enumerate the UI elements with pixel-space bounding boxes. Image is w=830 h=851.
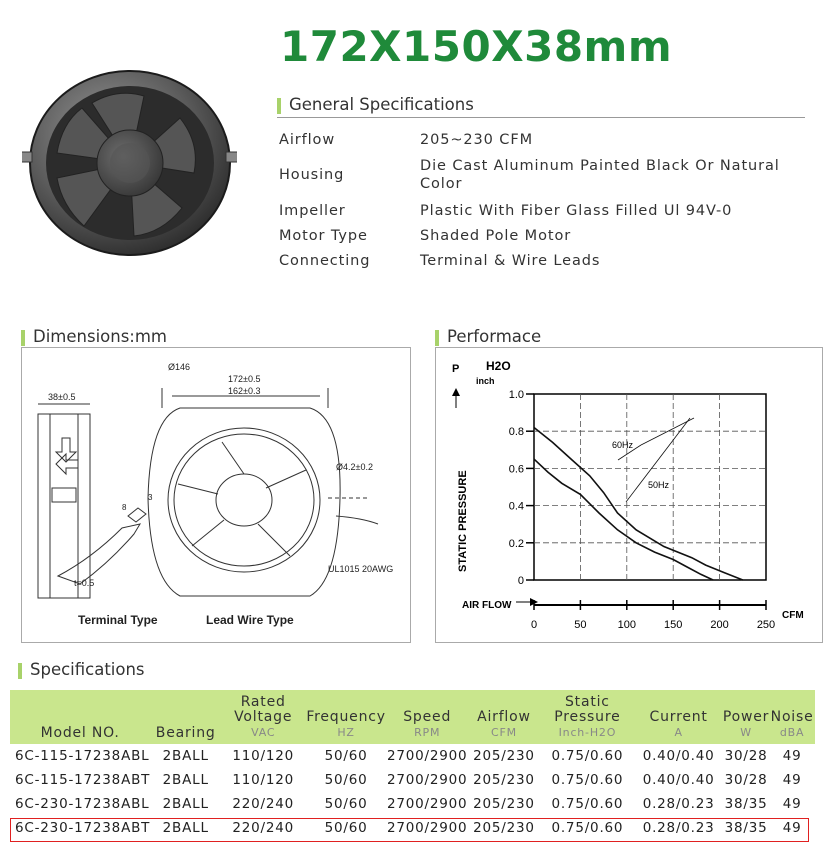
table-cell: 38/35 [724, 820, 768, 836]
series-label-60hz: 60Hz [612, 440, 634, 450]
table-row [10, 768, 815, 792]
table-cell: 205/230 [473, 748, 535, 764]
chart-x-unit: CFM [782, 610, 804, 621]
spec-row-connecting [279, 248, 819, 273]
table-cell: 205/230 [473, 796, 535, 812]
table-cell: 2BALL [162, 748, 209, 764]
table-cell: 49 [782, 772, 802, 788]
col-title: Model NO. [40, 725, 120, 741]
col-static-pressure [540, 690, 634, 744]
dim-inner-width-label: 162±0.3 [228, 386, 261, 396]
table-cell: 50/60 [324, 796, 368, 812]
specifications-table [10, 690, 815, 840]
general-specs-heading: General Specifications [277, 95, 474, 114]
col-airflow [467, 690, 540, 744]
table-header-row [10, 690, 815, 744]
x-tick-label: 200 [710, 619, 729, 631]
dim-terminal-thickness: t=0.5 [74, 578, 95, 588]
spec-value: Plastic With Fiber Glass Filled Ul 94V-0 [420, 202, 733, 219]
col-title: Airflow [477, 709, 531, 725]
col-speed [387, 690, 467, 744]
spec-row-housing [279, 152, 819, 198]
chart-y-arrowhead [452, 388, 460, 396]
table-cell: 0.75/0.60 [551, 796, 624, 812]
spec-label: Motor Type [279, 227, 368, 244]
table-cell: 220/240 [232, 820, 295, 836]
table-cell: 2700/2900 [386, 748, 468, 764]
spec-row-impeller [279, 198, 819, 223]
table-cell: 50/60 [324, 772, 368, 788]
col-unit: VAC [251, 726, 276, 739]
col-title: Frequency [306, 709, 386, 725]
chart-h2o-label: H2O [486, 359, 511, 373]
x-tick-label: 150 [664, 619, 683, 631]
col-noise [769, 690, 815, 744]
table-cell: 6C-230-17238ABL [15, 796, 150, 812]
col-model [10, 690, 150, 744]
table-cell: 205/230 [473, 772, 535, 788]
spec-label: Housing [279, 167, 345, 183]
table-cell: 220/240 [232, 796, 295, 812]
col-bearing [150, 690, 221, 744]
col-unit: Inch-H2O [558, 726, 617, 739]
table-cell: 49 [782, 748, 802, 764]
col-title: Static Pressure [554, 694, 621, 725]
y-tick-label: 0.8 [508, 426, 524, 439]
table-cell: 205/230 [473, 820, 535, 836]
col-frequency [305, 690, 387, 744]
table-cell: 0.75/0.60 [551, 748, 624, 764]
col-power [723, 690, 769, 744]
dim-diameter-label: Ø146 [168, 362, 191, 372]
spec-value: Die Cast Aluminum Painted Black Or Natural Color [420, 158, 780, 192]
table-row [10, 816, 815, 840]
table-cell: 110/120 [232, 772, 295, 788]
performance-chart [436, 348, 822, 642]
chart-inch-label: inch [476, 376, 495, 386]
performance-panel [435, 347, 823, 643]
performance-heading: Performace [435, 327, 541, 346]
col-title: Power [722, 709, 770, 725]
table-cell: 49 [782, 796, 802, 812]
table-cell: 2700/2900 [386, 796, 468, 812]
general-specs-list [279, 128, 819, 273]
x-tick-label: 100 [617, 619, 636, 631]
table-cell: 49 [782, 820, 802, 836]
spec-label: Airflow [279, 132, 336, 148]
table-cell: 2700/2900 [386, 820, 468, 836]
spec-value: 205~230 CFM [420, 132, 533, 148]
general-specs-divider [277, 117, 805, 118]
table-cell: 2BALL [162, 796, 209, 812]
table-cell: 0.75/0.60 [551, 772, 624, 788]
table-cell: 6C-115-17238ABL [15, 748, 150, 764]
table-cell: 2700/2900 [386, 772, 468, 788]
col-unit: dBA [779, 726, 805, 739]
y-tick-label: 0.2 [508, 537, 524, 550]
table-cell: 2BALL [162, 820, 209, 836]
table-cell: 0.40/0.40 [642, 772, 715, 788]
col-title: Bearing [155, 725, 216, 741]
chart-x-axis-title: AIR FLOW [462, 600, 512, 611]
dimensions-panel [21, 347, 411, 643]
spec-row-airflow [279, 128, 819, 152]
y-tick-label: 0.4 [508, 500, 524, 513]
table-cell: 6C-115-17238ABT [15, 772, 151, 788]
col-unit: A [674, 726, 683, 739]
table-cell: 2BALL [162, 772, 209, 788]
table-cell: 110/120 [232, 748, 295, 764]
table-cell: 50/60 [324, 820, 368, 836]
table-cell: 0.40/0.40 [642, 748, 715, 764]
y-tick-label: 0 [517, 575, 524, 587]
col-unit: HZ [337, 726, 355, 739]
col-title: Rated Voltage [234, 694, 293, 725]
col-title: Speed [403, 709, 452, 725]
series-line-60hz [534, 428, 743, 581]
table-cell: 30/28 [724, 748, 768, 764]
col-title: Noise [770, 709, 814, 725]
spec-value: Terminal & Wire Leads [420, 252, 601, 269]
series-line-50hz [534, 459, 713, 580]
product-title: 172X150X38mm [280, 22, 673, 71]
col-voltage [221, 690, 305, 744]
chart-y-axis-title: STATIC PRESSURE [457, 470, 469, 572]
lead-wire-type-label: Lead Wire Type [206, 613, 294, 627]
dim-wire-label: UL1015 20AWG [328, 564, 394, 574]
dim-terminal-8: 8 [122, 503, 127, 512]
table-cell: 0.28/0.23 [642, 796, 715, 812]
y-tick-label: 1.0 [508, 389, 524, 401]
spec-label: Connecting [279, 252, 371, 269]
col-unit: RPM [414, 726, 441, 739]
spec-value: Shaded Pole Motor [420, 227, 572, 244]
y-tick-label: 0.6 [508, 463, 524, 476]
dim-thickness-label: 38±0.5 [48, 392, 76, 402]
dimensions-heading: Dimensions:mm [21, 327, 167, 346]
dim-hole-label: Ø4.2±0.2 [336, 462, 373, 472]
label-leader [641, 418, 694, 445]
fan-product-photo [22, 58, 237, 273]
dim-outer-width-label: 172±0.5 [228, 374, 261, 384]
dimension-drawing [22, 348, 410, 642]
spec-row-motor-type [279, 223, 819, 248]
series-label-50hz: 50Hz [648, 480, 670, 490]
table-row [10, 744, 815, 768]
x-tick-label: 50 [574, 619, 587, 631]
table-cell: 50/60 [324, 748, 368, 764]
table-cell: 0.28/0.23 [642, 820, 715, 836]
col-unit: W [740, 726, 752, 739]
x-tick-label: 250 [756, 619, 776, 631]
table-cell: 0.75/0.60 [551, 820, 624, 836]
col-title: Current [649, 709, 708, 725]
table-cell: 38/35 [724, 796, 768, 812]
spec-label: Impeller [279, 202, 346, 219]
table-row [10, 792, 815, 816]
table-cell: 6C-230-17238ABT [15, 820, 151, 836]
col-unit: CFM [490, 726, 517, 739]
dim-terminal-3: 3 [148, 493, 153, 502]
table-cell: 30/28 [724, 772, 768, 788]
chart-p-label: P [452, 363, 460, 375]
specifications-heading: Specifications [18, 660, 145, 679]
x-tick-label: 0 [530, 619, 538, 631]
col-current [634, 690, 722, 744]
terminal-type-label: Terminal Type [78, 613, 158, 627]
